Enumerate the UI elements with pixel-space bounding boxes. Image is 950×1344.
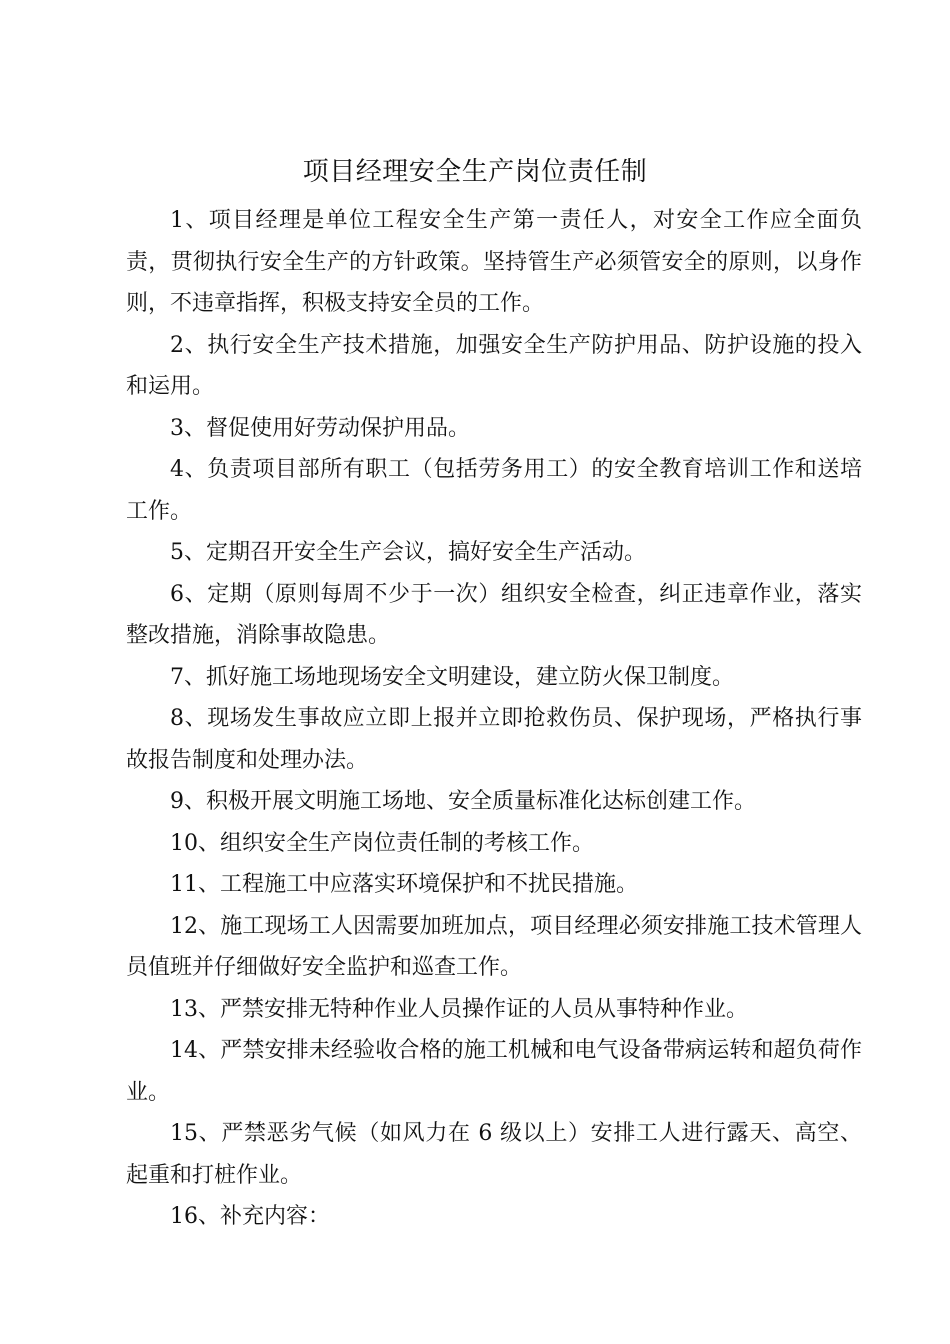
paragraph-9: 9、积极开展文明施工场地、安全质量标准化达标创建工作。 bbox=[170, 789, 756, 814]
paragraph-2: 2、执行安全生产技术措施，加强安全生产防护用品、防护设施的投入和运用。 bbox=[126, 332, 862, 399]
paragraph-4: 4、负责项目部所有职工（包括劳务用工）的安全教育培训工作和送培工作。 bbox=[126, 457, 862, 524]
paragraph-10: 10、组织安全生产岗位责任制的考核工作。 bbox=[170, 830, 594, 856]
paragraph-5: 5、定期召开安全生产会议，搞好安全生产活动。 bbox=[170, 540, 646, 565]
paragraph-1: 1、项目经理是单位工程安全生产第一责任人，对安全工作应全面负责，贯彻执行安全生产的方针政策。坚持管生产必须管安全的原则，以身作则，不违章指挥，积极支持安全员的工作。 bbox=[126, 208, 862, 316]
paragraph-16: 16、补充内容： bbox=[170, 1204, 330, 1229]
paragraph-8: 8、现场发生事故应立即上报并立即抢救伤员、保护现场，严格执行事故报告制度和处理办法。 bbox=[126, 706, 862, 773]
paragraph-12: 12、施工现场工人因需要加班加点，项目经理必须安排施工技术管理人员值班并仔细做好安全监护和巡查工作。 bbox=[126, 913, 862, 980]
paragraph-13: 13、严禁安排无特种作业人员操作证的人员从事特种作业。 bbox=[170, 996, 748, 1022]
paragraph-14: 14、严禁安排未经验收合格的施工机械和电气设备带病运转和超负荷作业。 bbox=[126, 1038, 862, 1105]
paragraph-11: 11、工程施工中应落实环境保护和不扰民措施。 bbox=[170, 872, 638, 897]
paragraph-3: 3、督促使用好劳动保护用品。 bbox=[170, 415, 470, 441]
document-title: 项目经理安全生产岗位责任制 bbox=[302, 157, 648, 187]
document-body bbox=[126, 200, 862, 1238]
paragraph-15: 15、严禁恶劣气候（如风力在 6 级以上）安排工人进行露天、高空、起重和打桩作业。 bbox=[126, 1121, 862, 1188]
paragraph-7: 7、抓好施工场地现场安全文明建设，建立防火保卫制度。 bbox=[170, 664, 734, 690]
paragraph-6: 6、定期（原则每周不少于一次）组织安全检查，纠正违章作业，落实整改措施，消除事故隐患。 bbox=[126, 581, 862, 648]
